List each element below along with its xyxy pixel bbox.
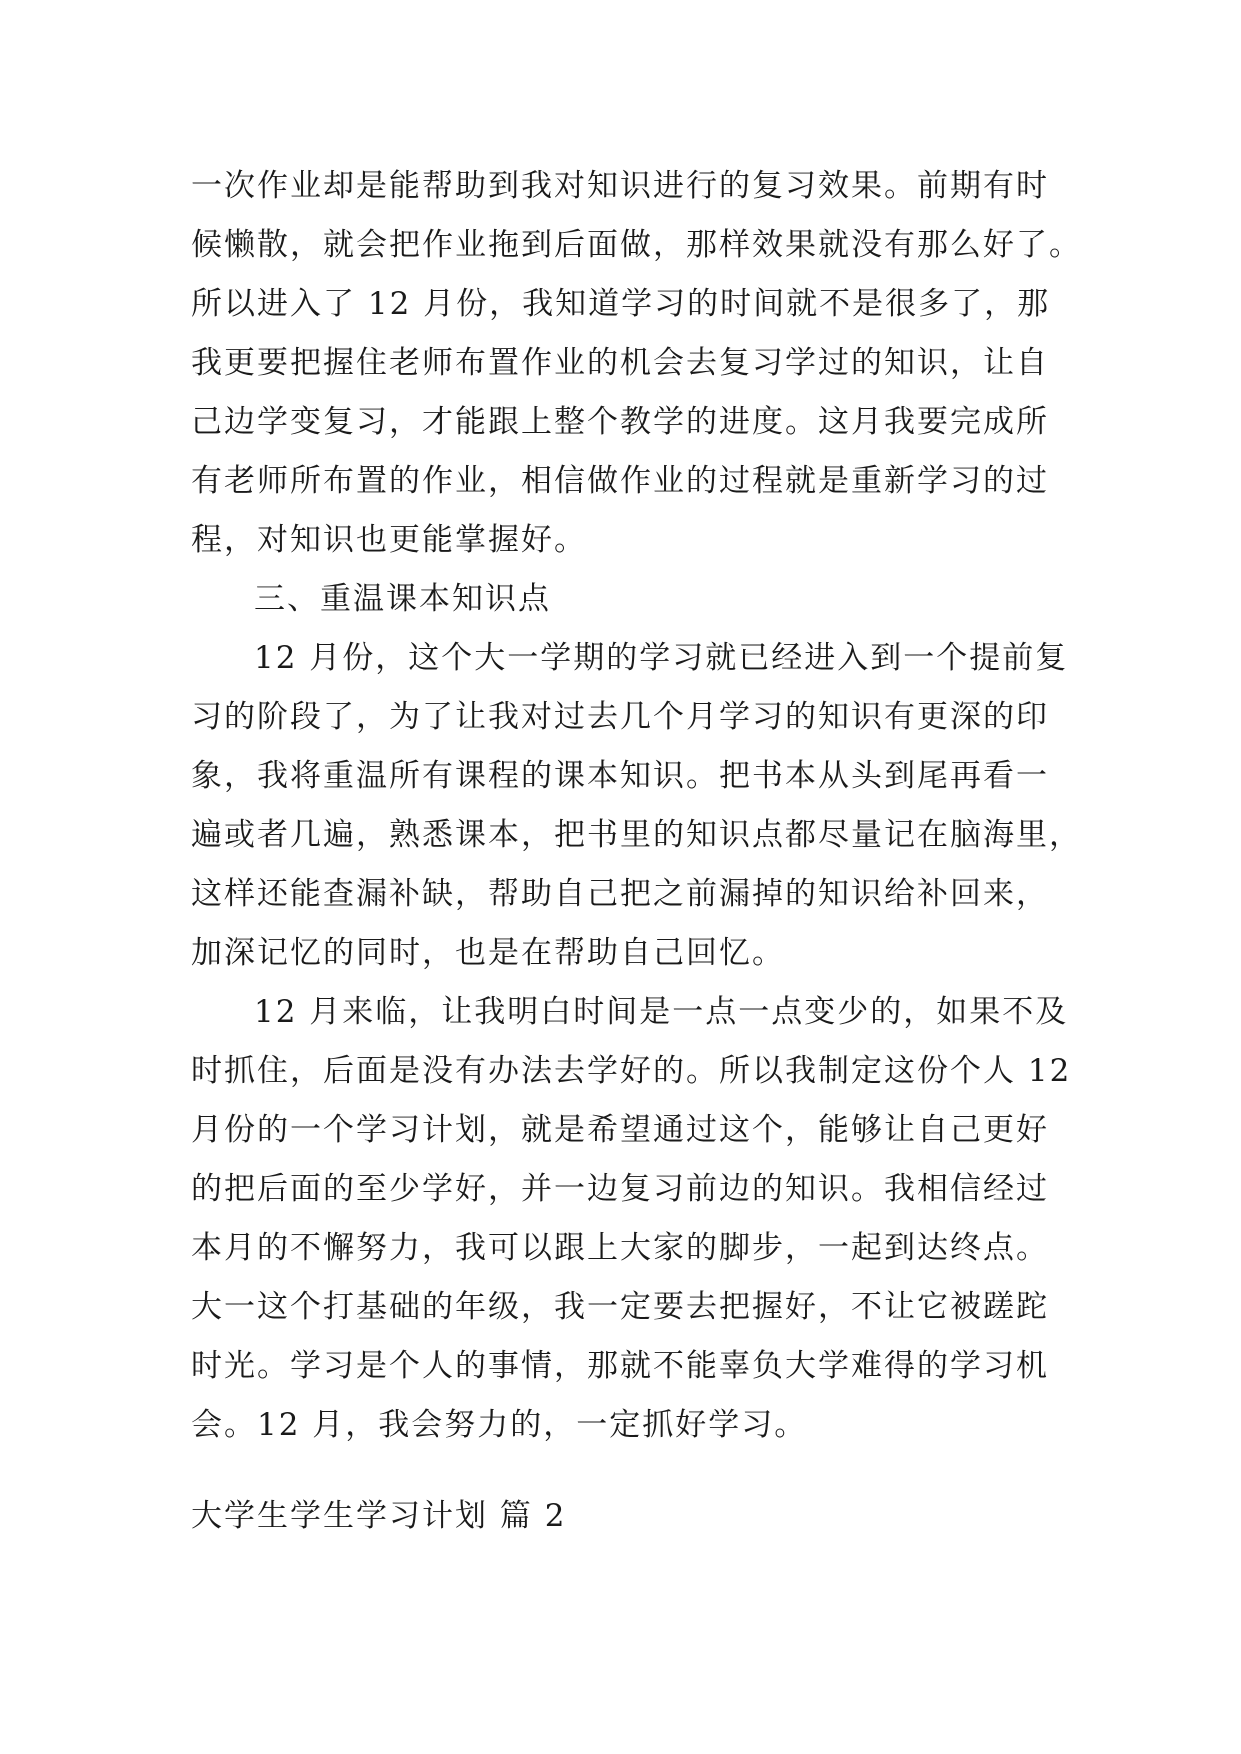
- paragraph-line: 会。12 月，我会努力的，一定抓好学习。: [191, 1407, 808, 1443]
- paragraph-line: 加深记忆的同时，也是在帮助自己回忆。: [191, 935, 785, 971]
- paragraph-line: 象，我将重温所有课程的课本知识。把书本从头到尾再看一: [191, 758, 1049, 794]
- section-heading: 大学生学生学习计划 篇 2: [191, 1498, 567, 1534]
- paragraph-line: 程，对知识也更能掌握好。: [191, 522, 587, 558]
- paragraph-line: 月份的一个学习计划，就是希望通过这个，能够让自己更好: [191, 1112, 1049, 1148]
- paragraph-line: 习的阶段了，为了让我对过去几个月学习的知识有更深的印: [191, 699, 1049, 735]
- paragraph-line: 候懒散，就会把作业拖到后面做，那样效果就没有那么好了。: [191, 227, 1082, 263]
- paragraph-line: 12 月份，这个大一学期的学习就已经进入到一个提前复: [254, 640, 1069, 676]
- paragraph-line: 一次作业却是能帮助到我对知识进行的复习效果。前期有时: [191, 168, 1049, 204]
- paragraph-line: 时抓住，后面是没有办法去学好的。所以我制定这份个人 12: [191, 1053, 1072, 1089]
- paragraph-line: 己边学变复习，才能跟上整个教学的进度。这月我要完成所: [191, 404, 1049, 440]
- paragraph-line: 12 月来临，让我明白时间是一点一点变少的，如果不及: [254, 994, 1069, 1030]
- paragraph-line: 我更要把握住老师布置作业的机会去复习学过的知识，让自: [191, 345, 1049, 381]
- paragraph-line: 所以进入了 12 月份，我知道学习的时间就不是很多了，那: [191, 286, 1051, 322]
- paragraph-line: 时光。学习是个人的事情，那就不能辜负大学难得的学习机: [191, 1348, 1049, 1384]
- paragraph-line: 这样还能查漏补缺，帮助自己把之前漏掉的知识给补回来，: [191, 876, 1049, 912]
- paragraph-line: 大一这个打基础的年级，我一定要去把握好，不让它被蹉跎: [191, 1289, 1049, 1325]
- paragraph-line: 本月的不懈努力，我可以跟上大家的脚步，一起到达终点。: [191, 1230, 1049, 1266]
- paragraph-line: 的把后面的至少学好，并一边复习前边的知识。我相信经过: [191, 1171, 1049, 1207]
- paragraph-line: 遍或者几遍，熟悉课本，把书里的知识点都尽量记在脑海里，: [191, 817, 1082, 853]
- paragraph-line: 有老师所布置的作业，相信做作业的过程就是重新学习的过: [191, 463, 1049, 499]
- subsection-heading: 三、重温课本知识点: [254, 581, 551, 617]
